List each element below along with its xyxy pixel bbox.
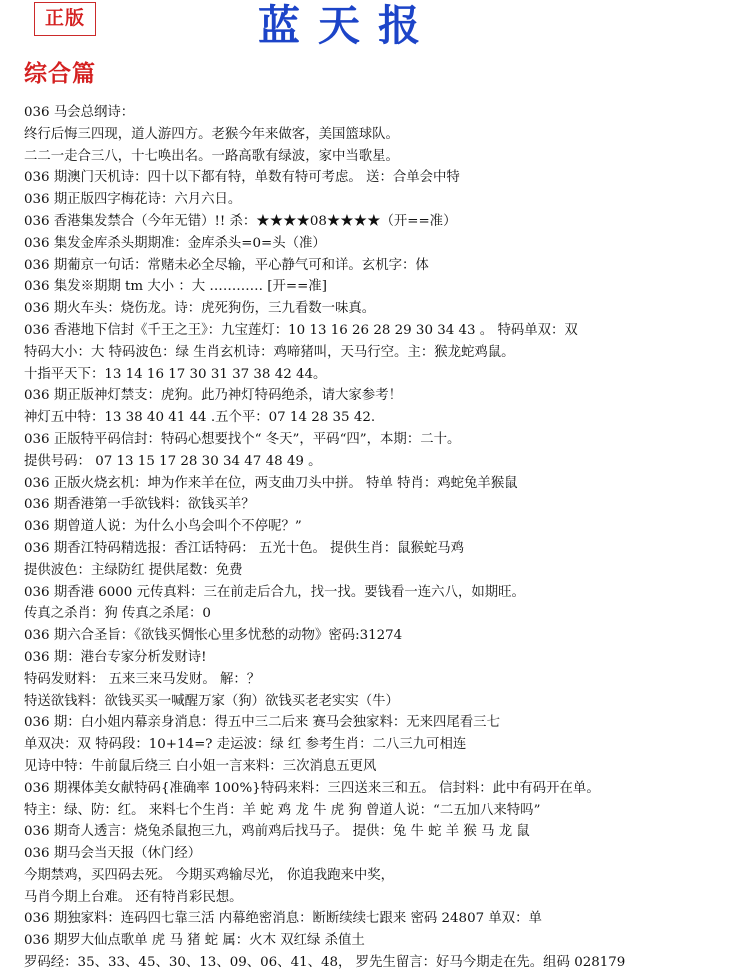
text-line: 提供号码： 07 13 15 17 28 30 34 47 48 49 。: [24, 453, 322, 469]
text-line: 036 期澳门天机诗：四十以下都有特，单数有特可考虑。 送：合单会中特: [24, 170, 460, 186]
text-line: 036 期火车头：烧伤龙。诗：虎死狗伤，三九看数一味真。: [24, 301, 376, 317]
text-line: 提供波色：主绿防红 提供尾数：免费: [24, 562, 243, 578]
text-line: 特主：绿、防：红。 来料七个生肖：羊 蛇 鸡 龙 牛 虎 狗 曾道人说：“二五加八来特吗”: [24, 802, 541, 818]
text-line: 036 期裸体美女献特码{准确率 100%}特码来料：三四送来三和五。 信封料：此中有码开在单。: [24, 780, 600, 796]
text-line: 036 期六合圣旨：《欲钱买惆怅心里多忧愁的动物》密码:31274: [24, 628, 403, 644]
text-line: 036 集发金库杀头期期准：金库杀头=0=头（准）: [24, 235, 326, 251]
text-line: 036 香港地下信封《千王之王》：九宝莲灯：10 13 16 26 28 29 30 34 43 。 特码单双：双: [24, 322, 578, 338]
text-line: 036 期香江特码精选报：香江话特码： 五光十色。 提供生肖：鼠猴蛇马鸡: [24, 540, 465, 556]
text-line: 神灯五中特：13 38 40 41 44 .五个平：07 14 28 35 42.: [24, 410, 376, 426]
text-line: 036 期曾道人说：为什么小鸟会叫个不停呢？”: [24, 519, 302, 535]
text-line: 特送欲钱料：欲钱买买一喊醒万家（狗）欲钱买老老实实（牛）: [24, 693, 399, 709]
text-line: 036 期正版四字梅花诗：六月六日。: [24, 192, 242, 208]
newspaper-masthead: 蓝天报: [258, 1, 439, 50]
text-line: 特码发财料： 五来三来马发财。 解：？: [24, 671, 261, 687]
text-line: 036 正版火烧玄机：坤为作来羊在位，两支曲刀头中拼。 特单 特肖：鸡蛇兔羊猴鼠: [24, 475, 518, 491]
text-line: 036 期葡京一句话：常赌未必全尽输，平心静气可和详。玄机字：体: [24, 257, 429, 273]
text-line: 036 期：白小姐内幕亲身消息：得五中三二后来 赛马会独家料：无来四尾看三七: [24, 715, 500, 731]
text-line: 特码大小：大 特码波色：绿 生肖玄机诗：鸡啼猪叫，天马行空。主：猴龙蛇鸡鼠。: [24, 344, 515, 360]
text-line: 传真之杀肖：狗 传真之杀尾：0: [24, 606, 211, 622]
text-line: 见诗中特：牛前鼠后绕三 白小姐一言来料：三次消息五更风: [24, 758, 377, 774]
text-line: 036 马会总纲诗：: [24, 105, 135, 120]
text-line: 036 集发※期期 tm 大小 ：大 ………… [开==准]: [24, 279, 327, 295]
text-line: 十指平天下：13 14 16 17 30 31 37 38 42 44。: [24, 366, 327, 382]
text-line: 036 期香港 6000 元传真料：三在前走后合九，找一找。要钱看一连六八，如期旺。: [24, 584, 525, 600]
text-line: 036 期马会当天报（休门经）: [24, 846, 202, 862]
text-line: 036 香港集发禁合（今年无错）!! 杀：★★★★08★★★★（开==准）: [24, 213, 457, 229]
genuine-edition-badge: 正版: [34, 2, 96, 36]
text-line: 036 正版特平码信封：特码心想要找个“ 冬天”，平码“四”，本期：二十。: [24, 431, 461, 447]
text-line: 036 期正版神灯禁支：虎狗。此乃神灯特码绝杀，请大家参考！: [24, 388, 402, 404]
text-line: 今期禁鸡，买四码去死。 今期买鸡输尽光， 你追我跑来中奖，: [24, 867, 395, 883]
article-body: [24, 102, 730, 974]
text-line: 036 期独家料：连码四七靠三活 内幕绝密消息：断断续续七跟来 密码 24807 单双：单: [24, 911, 542, 927]
text-line: 036 期奇人透言：烧兔杀鼠抱三九，鸡前鸡后找马子。 提供：兔 牛 蛇 羊 猴 马 龙 鼠: [24, 824, 530, 840]
text-line: 036 期：港台专家分析发财诗!: [24, 649, 207, 665]
text-line: 单双决：双 特码段：10+14=? 走运波：绿 红 参考生肖：二八三九可相连: [24, 737, 467, 753]
text-line: 终行后悔三四现，道人游四方。老猴今年来做客，美国篮球队。: [24, 126, 399, 142]
section-heading: 综合篇: [24, 60, 96, 87]
text-line: 036 期罗大仙点歌单 虎 马 猪 蛇 属：火木 双红绿 杀值土: [24, 933, 365, 949]
text-line: 马肖今期上台难。 还有特肖彩民想。: [24, 889, 243, 905]
text-line: 036 期香港第一手欲钱料：欲钱买羊？: [24, 497, 255, 513]
text-line: 罗码经：35、33、45、30、13、09、06、41、48， 罗先生留言：好马今期走在先。组码 028179: [24, 955, 626, 971]
text-line: 二二一走合三八，十七唤出名。一路高歌有绿波，家中当歌星。: [24, 148, 399, 164]
